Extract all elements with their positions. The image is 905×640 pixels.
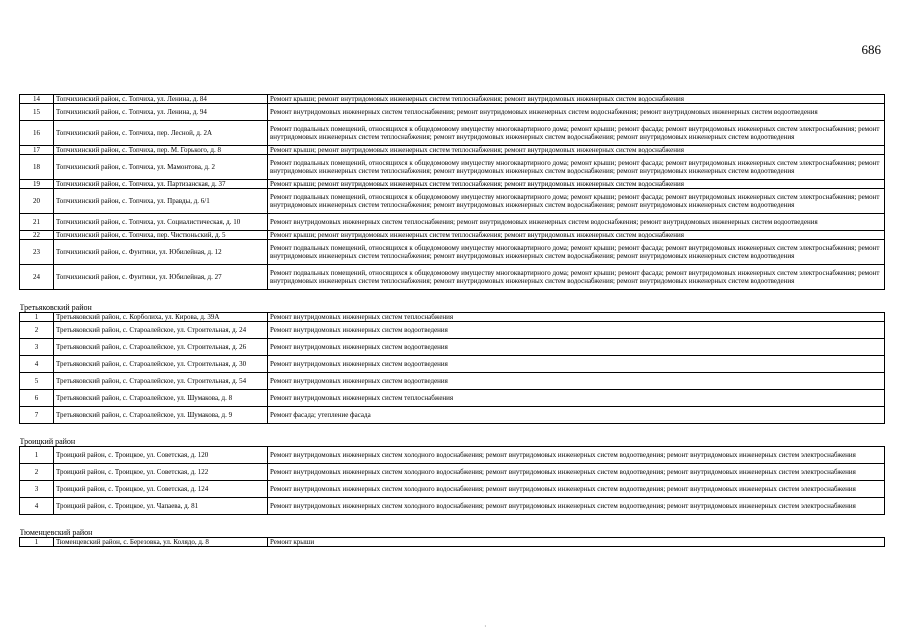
table-row [20, 95, 885, 104]
table-row [20, 373, 885, 390]
row-number: 2 [20, 322, 54, 339]
table-row [20, 339, 885, 356]
row-number: 21 [20, 214, 54, 231]
row-works: Ремонт подвальных помещений, относящихся к общедомовому имуществу многоквартирного дома; ремонт крыши; ремонт фасада; ремонт внутридомовых инженерных систем электроснабжения; ремонт внутридомовых инженерных систем теплоснабжения; ремонт внутридомовых инженерных систем водоснабжения; ремонт внутридомовых инженерных систем водоотведения [268, 265, 885, 290]
row-number: 2 [20, 464, 54, 481]
row-address: Топчихинский район, с. Топчиха, пер. Чистюньский, д. 5 [54, 231, 268, 240]
row-works: Ремонт крыши [268, 538, 885, 547]
row-works: Ремонт внутридомовых инженерных систем водоотведения [268, 373, 885, 390]
row-works: Ремонт внутридомовых инженерных систем теплоснабжения; ремонт внутридомовых инженерных систем водоснабжения; ремонт внутридомовых инженерных систем водоотведения [268, 104, 885, 121]
row-works: Ремонт подвальных помещений, относящихся к общедомовому имуществу многоквартирного дома; ремонт крыши; ремонт фасада; ремонт внутридомовых инженерных систем электроснабжения; ремонт внутридомовых инженерных систем теплоснабжения; ремонт внутридомовых инженерных систем водоснабжения; ремонт внутридомовых инженерных систем водоотведения [268, 189, 885, 214]
row-address: Топчихинский район, с. Топчиха, ул. Ленина, д. 94 [54, 104, 268, 121]
table-row [20, 498, 885, 515]
row-address: Третьяковский район, с. Староалейское, ул. Шумакова, д. 9 [54, 407, 268, 424]
row-address: Топчихинский район, с. Топчиха, ул. Социалистическая, д. 10 [54, 214, 268, 231]
table-row [20, 240, 885, 265]
row-address: Топчихинский район, с. Топчиха, ул. Партизанская, д. 37 [54, 180, 268, 189]
table-row [20, 121, 885, 146]
row-works: Ремонт внутридомовых инженерных систем водоотведения [268, 356, 885, 373]
table-row [20, 447, 885, 464]
row-number: 3 [20, 339, 54, 356]
row-number: 22 [20, 231, 54, 240]
row-address: Третьяковский район, с. Староалейское, ул. Строительная, д. 24 [54, 322, 268, 339]
row-works: Ремонт подвальных помещений, относящихся к общедомовому имуществу многоквартирного дома; ремонт крыши; ремонт фасада; ремонт внутридомовых инженерных систем электроснабжения; ремонт внутридомовых инженерных систем теплоснабжения; ремонт внутридомовых инженерных систем водоснабжения; ремонт внутридомовых инженерных систем водоотведения [268, 155, 885, 180]
row-works: Ремонт внутридомовых инженерных систем теплоснабжения [268, 390, 885, 407]
table-row [20, 407, 885, 424]
table-row [20, 155, 885, 180]
row-works: Ремонт внутридомовых инженерных систем теплоснабжения; ремонт внутридомовых инженерных систем водоснабжения; ремонт внутридомовых инженерных систем водоотведения [268, 214, 885, 231]
section-header-row [20, 290, 885, 313]
table-row [20, 104, 885, 121]
table-row [20, 322, 885, 339]
row-works: Ремонт крыши; ремонт внутридомовых инженерных систем теплоснабжения; ремонт внутридомовых инженерных систем водоснабжения [268, 95, 885, 104]
row-works: Ремонт внутридомовых инженерных систем холодного водоснабжения; ремонт внутридомовых инженерных систем водоотведения; ремонт внутридомовых инженерных систем электроснабжения [268, 464, 885, 481]
row-works: Ремонт фасада; утепление фасада [268, 407, 885, 424]
row-address: Топчихинский район, с. Топчиха, ул. Ленина, д. 84 [54, 95, 268, 104]
row-number: 18 [20, 155, 54, 180]
scan-mark: · [484, 622, 487, 631]
row-number: 17 [20, 146, 54, 155]
section-title: Троицкий район [19, 436, 76, 446]
table-row [20, 481, 885, 498]
row-address: Троицкий район, с. Троицкое, ул. Советская, д. 120 [54, 447, 268, 464]
row-address: Третьяковский район, с. Староалейское, ул. Строительная, д. 54 [54, 373, 268, 390]
row-works: Ремонт внутридомовых инженерных систем холодного водоснабжения; ремонт внутридомовых инженерных систем водоотведения; ремонт внутридомовых инженерных систем электроснабжения [268, 447, 885, 464]
row-address: Троицкий район, с. Троицкое, ул. Чапаева, д. 81 [54, 498, 268, 515]
row-number: 20 [20, 189, 54, 214]
table-row [20, 189, 885, 214]
row-works: Ремонт внутридомовых инженерных систем теплоснабжения [268, 313, 885, 322]
row-works: Ремонт внутридомовых инженерных систем водоотведения [268, 339, 885, 356]
row-address: Третьяковский район, с. Староалейское, ул. Строительная, д. 30 [54, 356, 268, 373]
table-row [20, 356, 885, 373]
row-number: 7 [20, 407, 54, 424]
row-address: Третьяковский район, с. Староалейское, ул. Строительная, д. 26 [54, 339, 268, 356]
table-row [20, 538, 885, 547]
row-address: Топчихинский район, с. Топчиха, ул. Правды, д. 6/1 [54, 189, 268, 214]
table-row [20, 180, 885, 189]
row-works: Ремонт подвальных помещений, относящихся к общедомовому имуществу многоквартирного дома; ремонт крыши; ремонт фасада; ремонт внутридомовых инженерных систем электроснабжения; ремонт внутридомовых инженерных систем теплоснабжения; ремонт внутридомовых инженерных систем водоснабжения; ремонт внутридомовых инженерных систем водоотведения [268, 240, 885, 265]
table-row [20, 265, 885, 290]
table-row [20, 214, 885, 231]
table-row [20, 464, 885, 481]
row-works: Ремонт крыши; ремонт внутридомовых инженерных систем теплоснабжения; ремонт внутридомовых инженерных систем водоснабжения [268, 231, 885, 240]
row-works: Ремонт внутридомовых инженерных систем водоотведения [268, 322, 885, 339]
row-number: 1 [20, 538, 54, 547]
row-address: Третьяковский район, с. Корболиха, ул. Кирова, д. 39А [54, 313, 268, 322]
row-works: Ремонт подвальных помещений, относящихся к общедомовому имуществу многоквартирного дома; ремонт крыши; ремонт фасада; ремонт внутридомовых инженерных систем электроснабжения; ремонт внутридомовых инженерных систем теплоснабжения; ремонт внутридомовых инженерных систем водоснабжения; ремонт внутридомовых инженерных систем водоотведения [268, 121, 885, 146]
section-header-row [20, 515, 885, 538]
table-row [20, 390, 885, 407]
row-works: Ремонт внутридомовых инженерных систем холодного водоснабжения; ремонт внутридомовых инженерных систем водоотведения; ремонт внутридомовых инженерных систем электроснабжения [268, 498, 885, 515]
row-address: Третьяковский район, с. Староалейское, ул. Шумакова, д. 8 [54, 390, 268, 407]
row-works: Ремонт внутридомовых инженерных систем холодного водоснабжения; ремонт внутридомовых инженерных систем водоотведения; ремонт внутридомовых инженерных систем электроснабжения [268, 481, 885, 498]
table-body [20, 95, 885, 547]
section-title: Третьяковский район [19, 302, 92, 312]
row-number: 5 [20, 373, 54, 390]
row-works: Ремонт крыши; ремонт внутридомовых инженерных систем теплоснабжения; ремонт внутридомовых инженерных систем водоснабжения [268, 180, 885, 189]
table-row [20, 313, 885, 322]
row-address: Троицкий район, с. Троицкое, ул. Советская, д. 124 [54, 481, 268, 498]
section-title: Тюменцевский район [19, 527, 93, 537]
row-number: 14 [20, 95, 54, 104]
row-number: 1 [20, 447, 54, 464]
row-number: 24 [20, 265, 54, 290]
row-address: Топчихинский район, с. Фунтики, ул. Юбилейная, д. 27 [54, 265, 268, 290]
row-works: Ремонт крыши; ремонт внутридомовых инженерных систем теплоснабжения; ремонт внутридомовых инженерных систем водоснабжения [268, 146, 885, 155]
row-number: 6 [20, 390, 54, 407]
row-number: 4 [20, 498, 54, 515]
row-number: 3 [20, 481, 54, 498]
row-address: Тюменцевский район, с. Березовка, ул. Колядо, д. 8 [54, 538, 268, 547]
row-number: 19 [20, 180, 54, 189]
row-address: Топчихинский район, с. Топчиха, пер. М. Горького, д. 8 [54, 146, 268, 155]
row-number: 1 [20, 313, 54, 322]
row-address: Топчихинский район, с. Фунтики, ул. Юбилейная, д. 12 [54, 240, 268, 265]
section-header-row [20, 424, 885, 447]
row-address: Троицкий район, с. Троицкое, ул. Советская, д. 122 [54, 464, 268, 481]
table-row [20, 146, 885, 155]
row-number: 4 [20, 356, 54, 373]
page-number: 686 [861, 42, 881, 57]
row-number: 15 [20, 104, 54, 121]
row-number: 16 [20, 121, 54, 146]
row-address: Топчихинский район, с. Топчиха, пер. Лесной, д. 2А [54, 121, 268, 146]
table-row [20, 231, 885, 240]
row-address: Топчихинский район, с. Топчиха, ул. Мамонтова, д. 2 [54, 155, 268, 180]
work-list-table [19, 94, 885, 547]
row-number: 23 [20, 240, 54, 265]
